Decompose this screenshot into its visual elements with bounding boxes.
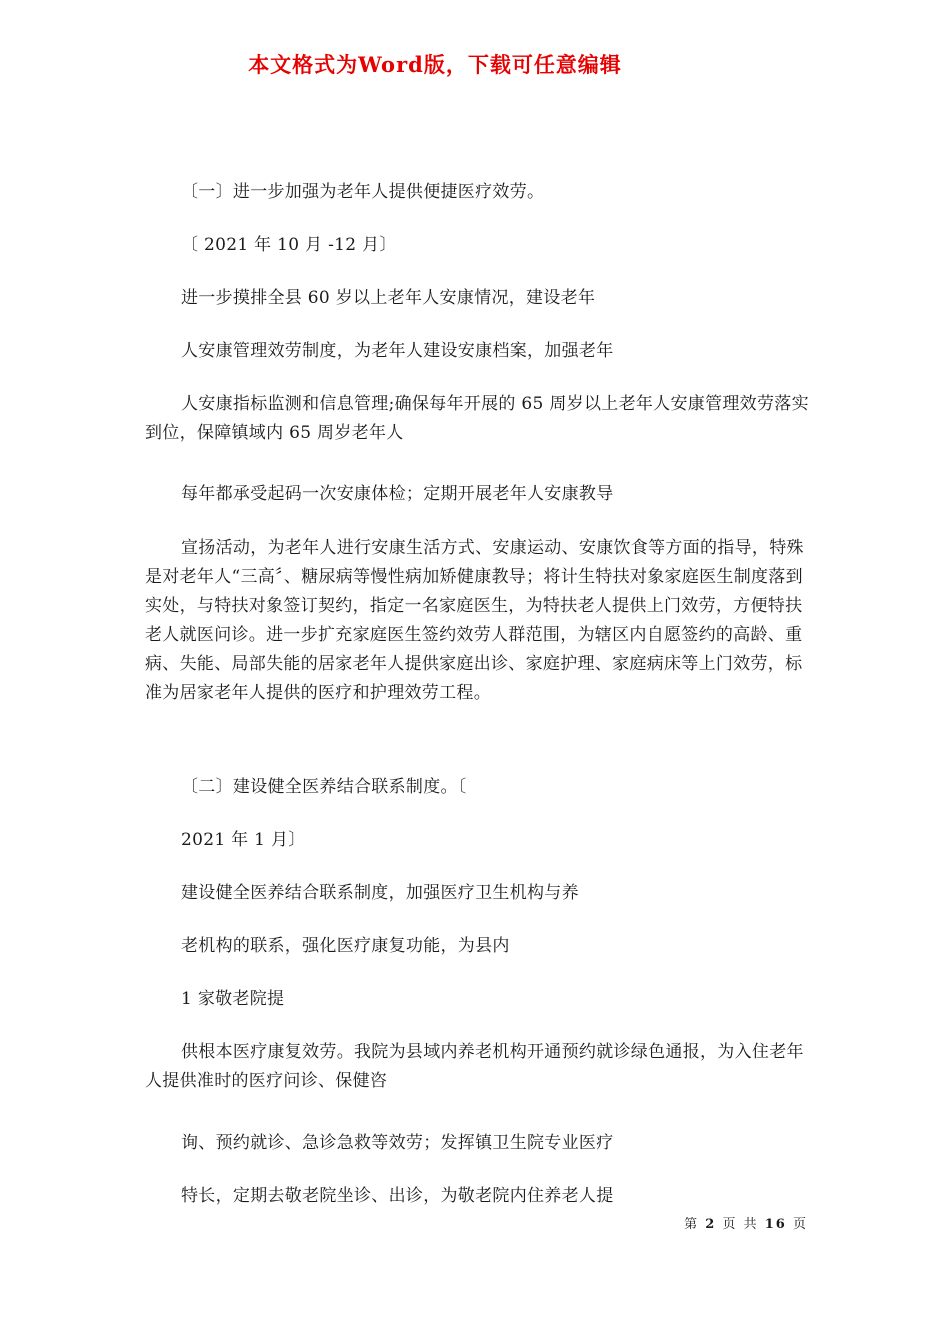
section-heading-1: 〔一〕进一步加强为老年人提供便捷医疗效劳。 xyxy=(181,182,545,202)
paragraph: 老机构的联系，强化医疗康复功能，为县内 xyxy=(181,936,510,956)
paragraph: 询、预约就诊、急诊急救等效劳；发挥镇卫生院专业医疗 xyxy=(181,1133,614,1153)
paragraph: 1 家敬老院提 xyxy=(181,989,285,1009)
section-heading-2: 〔二〕建设健全医养结合联系制度。〔 xyxy=(181,777,467,797)
date-range-1: 〔 2021 年 10 月 -12 月〕 xyxy=(181,235,397,255)
total-pages-number: 16 xyxy=(764,1217,787,1232)
paragraph: 特长，定期去敬老院坐诊、出诊，为敬老院内住养老人提 xyxy=(181,1186,614,1206)
page-footer xyxy=(684,1216,808,1234)
footer-prefix: 第 xyxy=(684,1217,700,1232)
paragraph: 人安康管理效劳制度，为老年人建设安康档案，加强老年 xyxy=(181,341,614,361)
paragraph: 宣扬活动，为老年人进行安康生活方式、安康运动、安康饮食等方面的指导，特殊是对老年人“三高〞、糖尿病等慢性病加矫健康教导；将计生特扶对象家庭医生制度落到实处，与特扶对象签订契约，指定一名家庭医生，为特扶老人提供上门效劳，方便特扶老人就医问诊。进一步扩充家庭医生签约效劳人群范围，为辖区内自愿签约的高龄、重病、失能、局部失能的居家老年人提供家庭出诊、家庭护理、家庭病床等上门效劳，标准为居家老年人提供的医疗和护理效劳工程。 xyxy=(145,538,804,703)
current-page-number: 2 xyxy=(705,1217,717,1232)
paragraph: 每年都承受起码一次安康体检；定期开展老年人安康教导 xyxy=(181,484,614,504)
paragraph: 建设健全医养结合联系制度，加强医疗卫生机构与养 xyxy=(181,883,579,903)
date-range-2: 2021 年 1 月〕 xyxy=(181,830,306,850)
footer-middle: 页 共 xyxy=(722,1217,759,1232)
paragraph: 进一步摸排全县 60 岁以上老年人安康情况，建设老年 xyxy=(181,288,596,308)
format-notice-banner: 本文格式为Word版，下载可任意编辑 xyxy=(248,52,622,77)
paragraph: 人安康指标监测和信息管理;确保每年开展的 65 周岁以上老年人安康管理效劳落实到位，保障镇域内 65 周岁老年人 xyxy=(145,394,809,443)
paragraph: 供根本医疗康复效劳。我院为县域内养老机构开通预约就诊绿色通报，为入住老年人提供准时的医疗问诊、保健咨 xyxy=(145,1042,804,1091)
footer-suffix: 页 xyxy=(792,1217,808,1232)
